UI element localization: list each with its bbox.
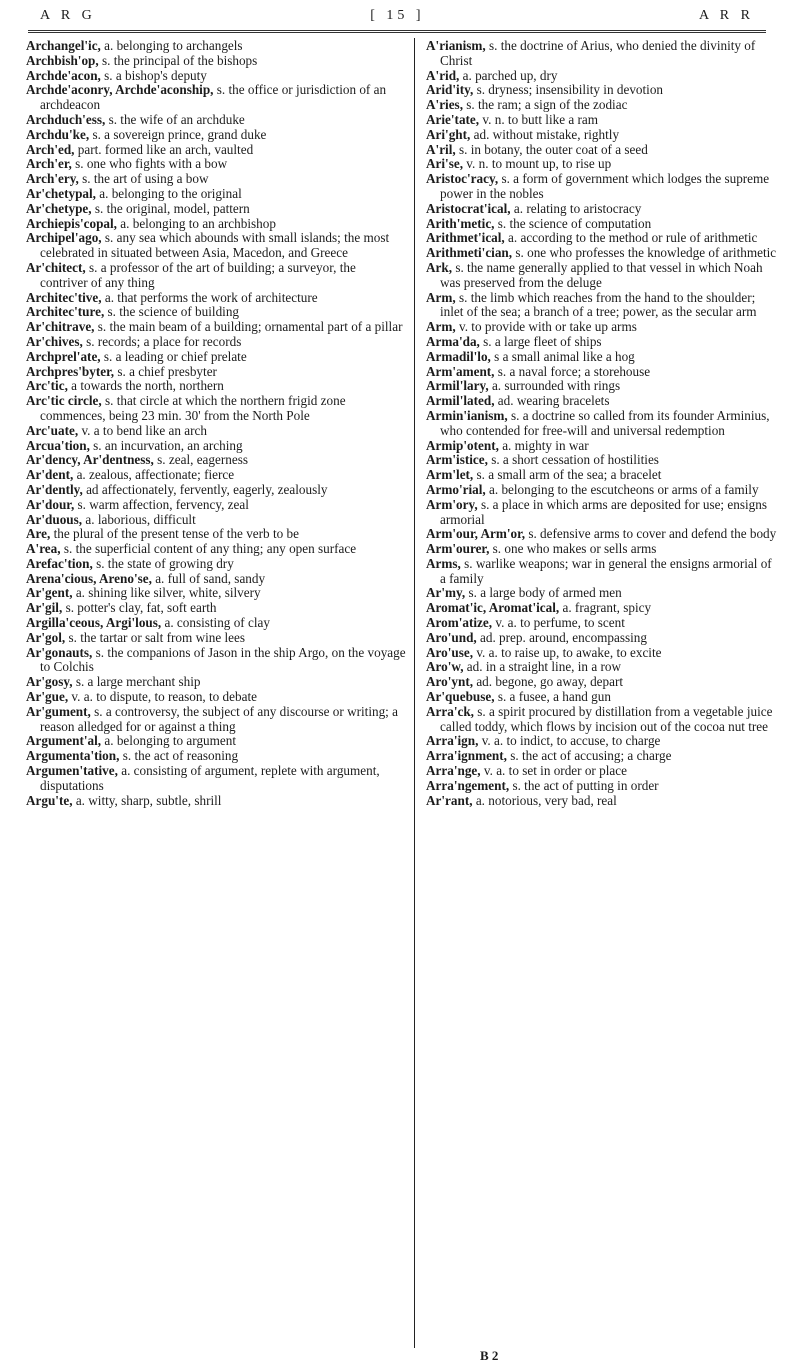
dictionary-entry bbox=[26, 231, 406, 261]
dictionary-entry bbox=[26, 365, 406, 380]
dictionary-entry bbox=[26, 601, 406, 616]
entry-headword: Arra'ignment, bbox=[426, 748, 507, 764]
entry-headword: Ar'gue, bbox=[26, 689, 69, 705]
entry-headword: Armil'lated, bbox=[426, 393, 495, 409]
entry-definition: a. consisting of clay bbox=[164, 615, 270, 631]
entry-headword: Arch'er, bbox=[26, 156, 72, 172]
entry-definition: a. belonging to argument bbox=[104, 733, 236, 749]
entry-headword: Archde'aconry, Archde'aconship, bbox=[26, 82, 214, 98]
entry-definition: a. laborious, difficult bbox=[85, 511, 196, 527]
dictionary-entry bbox=[426, 675, 778, 690]
column-divider bbox=[414, 38, 415, 1348]
dictionary-entry bbox=[26, 542, 406, 557]
entry-headword: Arma'da, bbox=[426, 333, 480, 349]
dictionary-entry bbox=[26, 794, 406, 809]
dictionary-entry bbox=[426, 231, 778, 246]
entry-definition: the plural of the present tense of the verb to be bbox=[53, 526, 299, 542]
dictionary-entry bbox=[426, 202, 778, 217]
entry-definition: ad. begone, go away, depart bbox=[476, 674, 624, 690]
entry-headword: Archde'acon, bbox=[26, 67, 101, 83]
entry-headword: Aromat'ic, Aromat'ical, bbox=[426, 600, 560, 616]
entry-headword: Arena'cious, Areno'se, bbox=[26, 570, 152, 586]
entry-definition: s. the doctrine of Arius, who denied the divinity of Christ bbox=[440, 38, 756, 68]
dictionary-entry bbox=[426, 527, 778, 542]
dictionary-entry bbox=[426, 453, 778, 468]
entry-headword: Arms, bbox=[426, 555, 461, 571]
entry-definition: v. n. to butt like a ram bbox=[482, 111, 598, 127]
entry-definition: a. consisting of argument, replete with argument, disputations bbox=[40, 763, 380, 793]
entry-definition: v. n. to mount up, to rise up bbox=[466, 156, 612, 172]
entry-definition: s. the original, model, pattern bbox=[94, 200, 250, 216]
entry-headword: Ar'chitrave, bbox=[26, 319, 95, 335]
dictionary-entry bbox=[26, 83, 406, 113]
entry-headword: Ar'gil, bbox=[26, 600, 63, 616]
entry-headword: Arra'ign, bbox=[426, 733, 479, 749]
entry-headword: Aro'und, bbox=[426, 629, 477, 645]
entry-headword: Ar'chetype, bbox=[26, 200, 92, 216]
entry-headword: Arch'ed, bbox=[26, 141, 75, 157]
dictionary-entry bbox=[426, 217, 778, 232]
entry-headword: Ar'rant, bbox=[426, 792, 473, 808]
dictionary-entry bbox=[426, 601, 778, 616]
entry-headword: Arc'tic circle, bbox=[26, 393, 102, 409]
entry-definition: s. a fusee, a hand gun bbox=[497, 689, 611, 705]
dictionary-entry bbox=[26, 764, 406, 794]
entry-definition: v. a. to indict, to accuse, to charge bbox=[481, 733, 661, 749]
dictionary-entry bbox=[26, 379, 406, 394]
dictionary-entry bbox=[26, 143, 406, 158]
entry-headword: Aro'w, bbox=[426, 659, 464, 675]
entry-headword: Arm'ory, bbox=[426, 496, 478, 512]
dictionary-entry bbox=[426, 143, 778, 158]
entry-headword: Arm'ourer, bbox=[426, 541, 490, 557]
dictionary-entry bbox=[26, 305, 406, 320]
entry-headword: Archipel'ago, bbox=[26, 230, 102, 246]
entry-definition: s. a sovereign prince, grand duke bbox=[92, 126, 267, 142]
entry-headword: Ari'ght, bbox=[426, 126, 471, 142]
entry-headword: Arm'our, Arm'or, bbox=[426, 526, 526, 542]
dictionary-entry bbox=[26, 586, 406, 601]
dictionary-entry bbox=[26, 291, 406, 306]
page-number: [ 15 ] bbox=[370, 8, 425, 23]
entry-headword: Arm'istice, bbox=[426, 452, 488, 468]
dictionary-entry bbox=[426, 439, 778, 454]
entry-definition: s. a large body of armed men bbox=[468, 585, 622, 601]
entry-definition: s. the act of reasoning bbox=[122, 748, 239, 764]
entry-definition: a towards the north, northern bbox=[71, 378, 224, 394]
entry-headword: Argument'al, bbox=[26, 733, 102, 749]
dictionary-entry bbox=[426, 660, 778, 675]
entry-headword: Armo'rial, bbox=[426, 481, 486, 497]
entry-definition: s. warlike weapons; war in general the ensigns armorial of a family bbox=[440, 555, 772, 586]
dictionary-entry bbox=[26, 453, 406, 468]
entry-definition: a. that performs the work of architecture bbox=[104, 289, 318, 305]
entry-headword: Arra'ck, bbox=[426, 703, 474, 719]
entry-headword: A'ries, bbox=[426, 97, 463, 113]
entry-definition: s. a controversy, the subject of any discourse or writing; a reason alledged for or against a thing bbox=[40, 703, 398, 734]
entry-headword: Ar'gument, bbox=[26, 703, 91, 719]
entry-headword: Archangel'ic, bbox=[26, 38, 101, 53]
entry-headword: Archiepis'copal, bbox=[26, 215, 117, 231]
entry-headword: Arithmet'ical, bbox=[426, 230, 505, 246]
entry-headword: Armin'ianism, bbox=[426, 407, 508, 423]
entry-definition: s. the art of using a bow bbox=[82, 171, 209, 187]
dictionary-entry bbox=[426, 69, 778, 84]
entry-headword: Ar'duous, bbox=[26, 511, 83, 527]
entry-definition: s. the principal of the bishops bbox=[101, 52, 258, 68]
dictionary-entry bbox=[26, 675, 406, 690]
dictionary-entry bbox=[426, 409, 778, 439]
entry-headword: Armil'lary, bbox=[426, 378, 489, 394]
entry-definition: v. a. to perfume, to scent bbox=[495, 615, 625, 631]
dictionary-entry bbox=[426, 39, 778, 69]
entry-headword: Ari'se, bbox=[426, 156, 463, 172]
entry-definition: ad. without mistake, rightly bbox=[473, 126, 620, 142]
entry-definition: a. belonging to an archbishop bbox=[120, 215, 276, 231]
entry-headword: Arm'ament, bbox=[426, 363, 495, 379]
entry-headword: Archpres'byter, bbox=[26, 363, 115, 379]
dictionary-entry bbox=[26, 690, 406, 705]
entry-definition: s. warm affection, fervency, zeal bbox=[77, 496, 249, 512]
dictionary-entry bbox=[26, 616, 406, 631]
entry-definition: s. the superficial content of any thing; any open surface bbox=[63, 541, 357, 557]
entry-definition: s. one who professes the knowledge of arithmetic bbox=[515, 245, 777, 261]
dictionary-entry bbox=[426, 468, 778, 483]
entry-definition: a. surrounded with rings bbox=[491, 378, 621, 394]
dictionary-entry bbox=[426, 764, 778, 779]
dictionary-entry bbox=[426, 705, 778, 735]
entry-definition: a. shining like silver, white, silvery bbox=[75, 585, 261, 601]
dictionary-entry bbox=[26, 261, 406, 291]
entry-headword: Arm'let, bbox=[426, 467, 474, 483]
entry-definition: v. a. to dispute, to reason, to debate bbox=[71, 689, 257, 705]
dictionary-entry bbox=[26, 557, 406, 572]
dictionary-entry bbox=[426, 113, 778, 128]
entry-definition: s. one who fights with a bow bbox=[75, 156, 228, 172]
dictionary-entry bbox=[426, 157, 778, 172]
dictionary-entry bbox=[26, 320, 406, 335]
entry-definition: s. one who makes or sells arms bbox=[492, 541, 657, 557]
dictionary-entry bbox=[426, 350, 778, 365]
dictionary-entry bbox=[26, 54, 406, 69]
entry-definition: s. a form of government which lodges the supreme power in the nobles bbox=[440, 171, 770, 201]
dictionary-entry bbox=[26, 217, 406, 232]
dictionary-entry bbox=[26, 39, 406, 54]
entry-definition: s. a spirit procured by distillation from a vegetable juice called toddy, which flows by incision out of the cocoa nut tree bbox=[440, 703, 773, 734]
entry-definition: part. formed like an arch, vaulted bbox=[77, 141, 254, 157]
entry-definition: a. zealous, affectionate; fierce bbox=[76, 467, 235, 483]
entry-headword: Are, bbox=[26, 526, 51, 542]
entry-headword: Ar'chitect, bbox=[26, 259, 86, 275]
entry-headword: Ar'dently, bbox=[26, 481, 83, 497]
dictionary-entry bbox=[426, 794, 778, 809]
dictionary-entry bbox=[426, 335, 778, 350]
entry-definition: s. in botany, the outer coat of a seed bbox=[458, 141, 648, 157]
entry-definition: a. parched up, dry bbox=[462, 67, 558, 83]
entry-definition: s. a doctrine so called from its founder Arminius, who contended for free-will and universal redemption bbox=[440, 407, 770, 438]
entry-headword: Argumen'tative, bbox=[26, 763, 118, 779]
entry-definition: v. a. to raise up, to awake, to excite bbox=[476, 644, 662, 660]
dictionary-entry bbox=[426, 128, 778, 143]
dictionary-entry bbox=[26, 128, 406, 143]
entry-headword: Aro'ynt, bbox=[426, 674, 474, 690]
entry-headword: Ar'gonauts, bbox=[26, 644, 93, 660]
entry-definition: s. potter's clay, fat, soft earth bbox=[65, 600, 217, 616]
entry-headword: Arom'atize, bbox=[426, 615, 493, 631]
dictionary-entry bbox=[426, 246, 778, 261]
dictionary-entry bbox=[426, 379, 778, 394]
dictionary-entry bbox=[426, 734, 778, 749]
entry-headword: Ar'gent, bbox=[26, 585, 73, 601]
entry-definition: v. to provide with or take up arms bbox=[458, 319, 637, 335]
entry-headword: Armip'otent, bbox=[426, 437, 499, 453]
entry-definition: s. a large fleet of ships bbox=[483, 333, 602, 349]
dictionary-entry bbox=[26, 498, 406, 513]
dictionary-entry bbox=[426, 631, 778, 646]
entry-definition: s. that circle at which the northern frigid zone commences, being 23 min. 30' from the North Pole bbox=[40, 393, 346, 423]
dictionary-entry bbox=[26, 157, 406, 172]
dictionary-entry bbox=[426, 690, 778, 705]
entry-definition: s. a naval force; a storehouse bbox=[497, 363, 651, 379]
entry-headword: Arithmeti'cian, bbox=[426, 245, 513, 261]
dictionary-entry bbox=[26, 350, 406, 365]
entry-definition: s. the tartar or salt from wine lees bbox=[68, 629, 246, 645]
entry-definition: s. an incurvation, an arching bbox=[93, 437, 243, 453]
entry-headword: A'rid, bbox=[426, 67, 460, 83]
dictionary-entry bbox=[26, 572, 406, 587]
entry-definition: s. the ram; a sign of the zodiac bbox=[466, 97, 628, 113]
entry-headword: Ar'chetypal, bbox=[26, 185, 96, 201]
dictionary-entry bbox=[26, 202, 406, 217]
dictionary-entry bbox=[26, 705, 406, 735]
entry-headword: Archprel'ate, bbox=[26, 348, 101, 364]
entry-headword: Arm, bbox=[426, 319, 456, 335]
entry-definition: s. a small arm of the sea; a bracelet bbox=[476, 467, 662, 483]
left-column bbox=[26, 39, 406, 808]
entry-definition: a. full of sand, sandy bbox=[155, 570, 266, 586]
dictionary-entry bbox=[426, 365, 778, 380]
entry-headword: Archdu'ke, bbox=[26, 126, 90, 142]
entry-definition: s. defensive arms to cover and defend the body bbox=[528, 526, 777, 542]
entry-definition: s. the act of putting in order bbox=[512, 777, 659, 793]
dictionary-entry bbox=[26, 513, 406, 528]
dictionary-entry bbox=[426, 172, 778, 202]
header-rule bbox=[28, 30, 766, 33]
entry-headword: Arid'ity, bbox=[426, 82, 474, 98]
entry-headword: Arra'ngement, bbox=[426, 777, 510, 793]
dictionary-entry bbox=[26, 113, 406, 128]
entry-definition: s. the companions of Jason in the ship Argo, on the voyage to Colchis bbox=[40, 644, 406, 675]
entry-definition: s. the act of accusing; a charge bbox=[510, 748, 672, 764]
entry-definition: ad. wearing bracelets bbox=[497, 393, 610, 409]
entry-definition: a. belonging to the escutcheons or arms of a family bbox=[489, 481, 759, 497]
entry-definition: s. records; a place for records bbox=[86, 333, 242, 349]
entry-headword: Aristocrat'ical, bbox=[426, 200, 511, 216]
dictionary-entry bbox=[426, 483, 778, 498]
dictionary-entry bbox=[26, 335, 406, 350]
entry-definition: s a small animal like a hog bbox=[494, 348, 635, 364]
entry-headword: Ar'chives, bbox=[26, 333, 83, 349]
entry-definition: s. the office or jurisdiction of an archdeacon bbox=[40, 82, 387, 113]
dictionary-entry bbox=[426, 320, 778, 335]
entry-definition: s. the wife of an archduke bbox=[108, 111, 245, 127]
entry-headword: Archduch'ess, bbox=[26, 111, 106, 127]
dictionary-entry bbox=[26, 172, 406, 187]
dictionary-entry bbox=[426, 749, 778, 764]
signature-mark: B 2 bbox=[480, 1348, 499, 1363]
entry-headword: Arch'ery, bbox=[26, 171, 79, 187]
entry-headword: A'rianism, bbox=[426, 38, 486, 53]
entry-definition: a. according to the method or rule of arithmetic bbox=[508, 230, 758, 246]
entry-headword: Architec'ture, bbox=[26, 304, 105, 320]
dictionary-entry bbox=[426, 557, 778, 587]
entry-definition: s. a professor of the art of building; a surveyor, the contriver of any thing bbox=[40, 259, 356, 290]
entry-definition: s. a bishop's deputy bbox=[104, 67, 207, 83]
entry-headword: Argumenta'tion, bbox=[26, 748, 120, 764]
dictionary-entry bbox=[26, 527, 406, 542]
entry-headword: Arra'nge, bbox=[426, 763, 481, 779]
entry-headword: A'ril, bbox=[426, 141, 456, 157]
right-column bbox=[426, 39, 778, 808]
entry-headword: Ar'my, bbox=[426, 585, 466, 601]
running-header bbox=[40, 4, 754, 28]
dictionary-entry bbox=[26, 394, 406, 424]
entry-headword: A'rea, bbox=[26, 541, 61, 557]
entry-definition: s. the main beam of a building; ornamental part of a pillar bbox=[97, 319, 403, 335]
entry-headword: Armadil'lo, bbox=[426, 348, 491, 364]
dictionary-entry bbox=[426, 586, 778, 601]
dictionary-entry bbox=[426, 261, 778, 291]
entry-definition: s. any sea which abounds with small islands; the most celebrated in situated between Asia, Macedon, and Greece bbox=[40, 230, 390, 261]
entry-headword: Arc'tic, bbox=[26, 378, 68, 394]
dictionary-entry bbox=[26, 187, 406, 202]
dictionary-entry bbox=[26, 468, 406, 483]
entry-headword: Ar'dent, bbox=[26, 467, 74, 483]
entry-definition: s. a large merchant ship bbox=[75, 674, 201, 690]
dictionary-entry bbox=[26, 439, 406, 454]
entry-headword: Argu'te, bbox=[26, 792, 73, 808]
header-left: A R G bbox=[40, 8, 96, 23]
entry-headword: Arefac'tion, bbox=[26, 555, 93, 571]
entry-headword: Ark, bbox=[426, 259, 453, 275]
dictionary-entry bbox=[26, 424, 406, 439]
entry-headword: Aristoc'racy, bbox=[426, 171, 499, 187]
entry-headword: Arm, bbox=[426, 289, 456, 305]
entry-definition: a. relating to aristocracy bbox=[513, 200, 642, 216]
entry-headword: Arcua'tion, bbox=[26, 437, 90, 453]
dictionary-entry bbox=[26, 734, 406, 749]
entry-definition: s. the science of building bbox=[107, 304, 240, 320]
dictionary-entry bbox=[26, 631, 406, 646]
entry-headword: Architec'tive, bbox=[26, 289, 102, 305]
entry-definition: ad affectionately, fervently, eagerly, zealously bbox=[86, 481, 328, 497]
entry-definition: s. the state of growing dry bbox=[96, 555, 234, 571]
entry-headword: Argilla'ceous, Argi'lous, bbox=[26, 615, 162, 631]
entry-definition: s. a short cessation of hostilities bbox=[491, 452, 659, 468]
entry-definition: s. the name generally applied to that vessel in which Noah was preserved from the deluge bbox=[440, 259, 763, 290]
dictionary-entry bbox=[426, 394, 778, 409]
entry-definition: v. a. to set in order or place bbox=[483, 763, 627, 779]
entry-definition: a. fragrant, spicy bbox=[562, 600, 652, 616]
dictionary-entry bbox=[426, 779, 778, 794]
dictionary-entry bbox=[426, 291, 778, 321]
entry-headword: Ar'quebuse, bbox=[426, 689, 495, 705]
entry-definition: a. mighty in war bbox=[502, 437, 589, 453]
entry-definition: v. a to bend like an arch bbox=[81, 422, 207, 438]
dictionary-entry bbox=[426, 98, 778, 113]
dictionary-entry bbox=[26, 69, 406, 84]
dictionary-entry bbox=[426, 542, 778, 557]
entry-headword: Ar'dour, bbox=[26, 496, 75, 512]
dictionary-entry bbox=[426, 498, 778, 528]
entry-headword: Ar'gosy, bbox=[26, 674, 73, 690]
entry-headword: Arc'uate, bbox=[26, 422, 79, 438]
entry-headword: Arith'metic, bbox=[426, 215, 495, 231]
entry-definition: a. witty, sharp, subtle, shrill bbox=[75, 792, 222, 808]
entry-definition: s. a leading or chief prelate bbox=[103, 348, 247, 364]
entry-headword: Archbish'op, bbox=[26, 52, 99, 68]
entry-definition: s. a chief presbyter bbox=[117, 363, 217, 379]
entry-definition: a. belonging to the original bbox=[99, 185, 242, 201]
dictionary-entry bbox=[26, 749, 406, 764]
entry-definition: ad. prep. around, encompassing bbox=[480, 629, 647, 645]
dictionary-entry bbox=[426, 646, 778, 661]
dictionary-entry bbox=[426, 83, 778, 98]
entry-headword: Ar'dency, Ar'dentness, bbox=[26, 452, 154, 468]
entry-headword: Arie'tate, bbox=[426, 111, 480, 127]
entry-definition: a. belonging to archangels bbox=[104, 38, 243, 53]
dictionary-entry bbox=[26, 483, 406, 498]
entry-definition: ad. in a straight line, in a row bbox=[466, 659, 621, 675]
dictionary-entry bbox=[426, 616, 778, 631]
entry-definition: s. the science of computation bbox=[497, 215, 652, 231]
entry-headword: Ar'gol, bbox=[26, 629, 66, 645]
entry-definition: s. zeal, eagerness bbox=[157, 452, 248, 468]
entry-definition: a. notorious, very bad, real bbox=[475, 792, 617, 808]
entry-definition: s. a place in which arms are deposited for use; ensigns armorial bbox=[440, 496, 767, 527]
dictionary-entry bbox=[26, 646, 406, 676]
header-right: A R R bbox=[698, 8, 754, 23]
entry-headword: Aro'use, bbox=[426, 644, 474, 660]
entry-definition: s. dryness; insensibility in devotion bbox=[476, 82, 664, 98]
entry-definition: s. the limb which reaches from the hand to the shoulder; inlet of the sea; a branch of a tree; power, as the secular arm bbox=[440, 289, 757, 320]
